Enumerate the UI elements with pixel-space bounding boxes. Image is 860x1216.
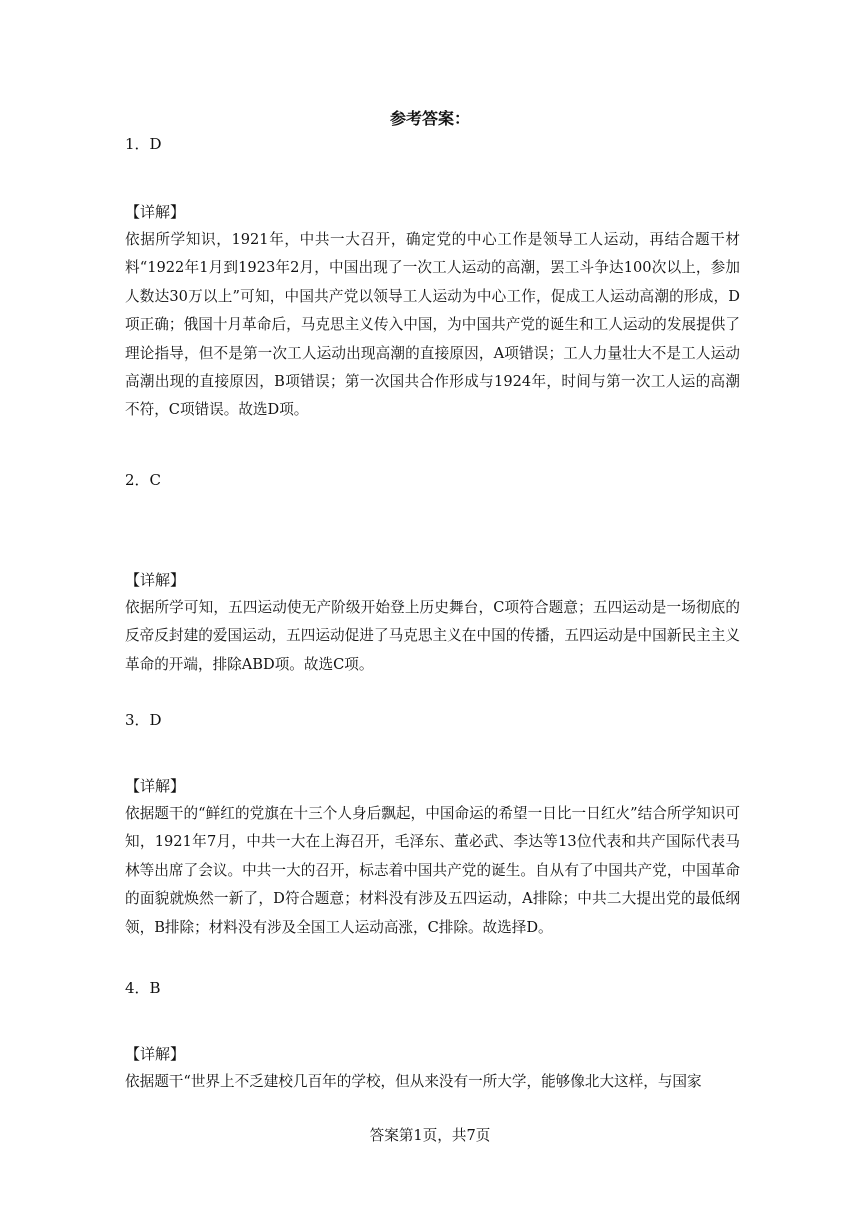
answer-1: 1．D [125,135,162,153]
answer-2: 2．C [125,471,162,489]
explanation-4: 依据题干“世界上不乏建校几百年的学校，但从来没有一所大学，能够像北大这样，与国家 [125,1073,702,1090]
detail-label-1: 【详解】 [125,203,186,221]
explanation-2: 依据所学可知，五四运动使无产阶级开始登上历史舞台，C项符合题意；五四运动是一场彻底的反帝反封建的爱国运动，五四运动促进了马克思主义在中国的传播，五四运动是中国新民主主义革命的开端，排除ABD项。故选C项。 [125,599,740,673]
explanation-3: 依据题干的“鲜红的党旗在十三个人身后飘起，中国命运的希望一日比一日红火”结合所学知识可知，1921年7月，中共一大在上海召开，毛泽东、董必武、李达等13位代表和共产国际代表马林等出席了会议。中共一大的召开，标志着中国共产党的诞生。自从有了中国共产党，中国革命的面貌就焕然一新了，D符合题意；材料没有涉及五四运动，A排除；中共二大提出党的最低纲领，B排除；材料没有涉及全国工人运动高涨，C排除。故选择D。 [125,805,740,936]
page-title: 参考答案： [389,109,470,128]
detail-label-4: 【详解】 [125,1045,186,1063]
explanation-1: 依据所学知识，1921年，中共一大召开，确定党的中心工作是领导工人运动，再结合题干材料“1922年1月到1923年2月，中国出现了一次工人运动的高潮，罢工斗争达100次以上，参加人数达30万以上”可知，中国共产党以领导工人运动为中心工作，促成工人运动高潮的形成，D项正确；俄国十月革命后，马克思主义传入中国，为中国共产党的诞生和工人运动的发展提供了理论指导，但不是第一次工人运动出现高潮的直接原因，A项错误；工人力量壮大不是工人运动高潮出现的直接原因，B项错误；第一次国共合作形成与1924年，时间与第一次工人运的高潮不符，C项错误。故选D项。 [125,231,740,419]
detail-label-2: 【详解】 [125,571,186,589]
page-footer: 答案第1页，共7页 [369,1127,491,1144]
answer-4: 4．B [125,979,161,997]
answer-3: 3．D [125,711,162,729]
detail-label-3: 【详解】 [125,777,186,795]
